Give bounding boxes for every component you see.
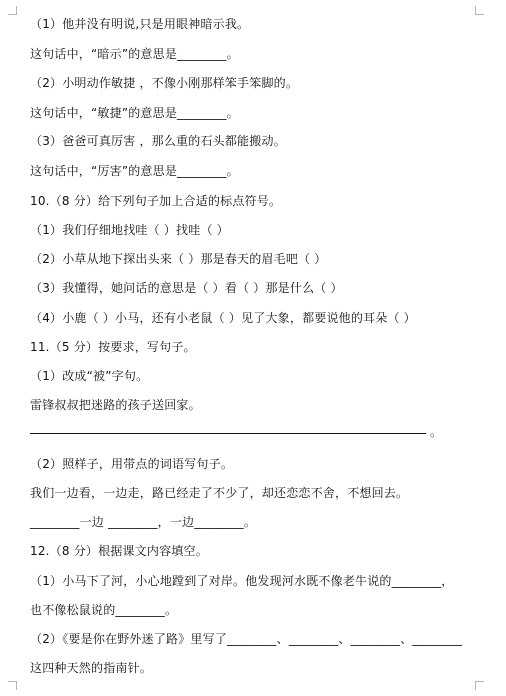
q-11-item-1: （1）改成“被”字句。 (30, 369, 149, 383)
q-11-item-1-sentence: 雷锋叔叔把迷路的孩子送回家。 (30, 398, 201, 412)
q-11-item-2: （2）照样子，用带点的词语写句子。 (30, 457, 234, 471)
question-10-heading: 10.（8 分）给下列句子加上合适的标点符号。 (30, 194, 282, 208)
q-11-item-2-answer: ________一边 ________，一边________。 (30, 515, 257, 529)
question-12-heading: 12.（8 分）根据课文内容填空。 (30, 544, 208, 558)
q-9-3-item-2: （2）小明动作敏捷 ，不像小刚那样笨手笨脚的。 (30, 76, 299, 90)
q-12-item-1-cont: 也不像松鼠说的________。 (30, 603, 178, 617)
q-11-item-2-example: 我们一边看，一边走，路已经走了不少了，却还恋恋不舍，不想回去。 (30, 486, 409, 500)
q-9-3-item-3-answer: 这句话中，“厉害”的意思是________。 (30, 164, 239, 178)
page-corner-mark (8, 681, 17, 690)
question-11-heading: 11.（5 分）按要求，写句子。 (30, 340, 196, 354)
q-12-item-2: （2）《要是你在野外迷了路》里写了________、________、________、________ (30, 632, 463, 646)
q-11-answer-line (30, 433, 426, 434)
q-10-item-4: （4）小鹿（ ）小马，还有小老鼠（ ）见了大象，都要说他的耳朵（ ） (30, 311, 416, 325)
q-12-item-2-cont: 这四种天然的指南针。 (30, 661, 153, 675)
page-corner-mark (475, 681, 484, 690)
q-9-3-item-2-answer: 这句话中，“敏捷”的意思是________。 (30, 106, 239, 120)
q-9-3-item-1: （1）他并没有明说,只是用眼神暗示我。 (30, 17, 250, 31)
q-10-item-1: （1）我们仔细地找哇（ ）找哇（ ） (30, 223, 229, 237)
q-9-3-item-3: （3）爸爸可真厉害 ，那么重的石头都能搬动。 (30, 134, 286, 148)
q-10-item-3: （3）我懂得，她问话的意思是（ ）看（ ）那是什么（ ） (30, 281, 343, 295)
q-12-item-1: （1）小马下了河，小心地蹚到了对岸。他发现河水既不像老牛说的________， (30, 574, 454, 588)
page-corner-mark (475, 6, 484, 15)
q-9-3-item-1-answer: 这句话中，“暗示”的意思是________。 (30, 47, 239, 61)
page-corner-mark (8, 6, 17, 15)
q-10-item-2: （2）小草从地下探出头来（ ）那是春天的眉毛吧（ ） (30, 252, 327, 266)
q-11-answer-period: 。 (430, 425, 443, 439)
